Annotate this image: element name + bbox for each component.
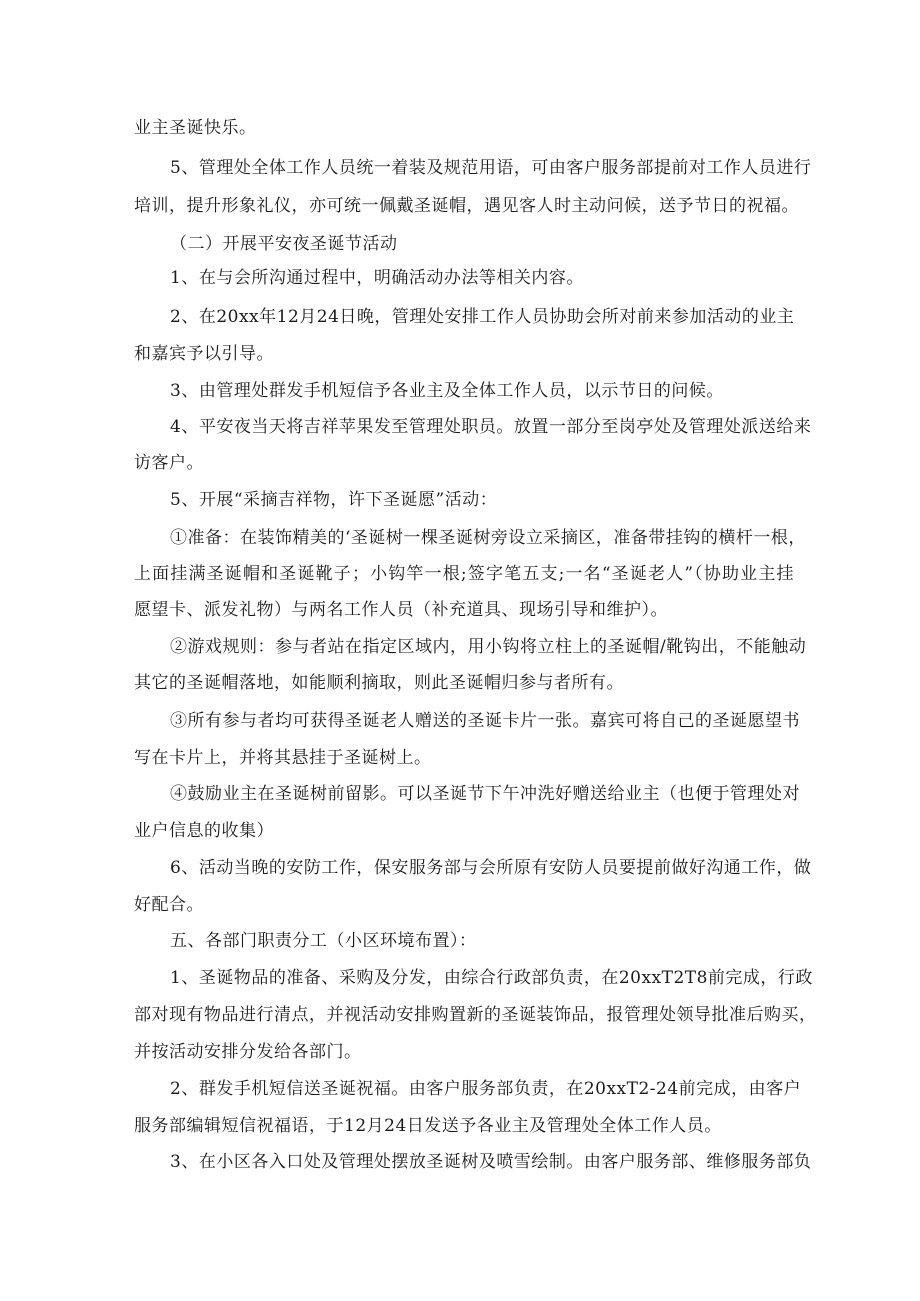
text-line: 5、管理处全体工作人员统一着装及规范用语，可由客户服务部提前对工作人员进行 xyxy=(170,158,812,178)
text-line: 1、圣诞物品的准备、采购及分发，由综合行政部负责，在20xxT2T8前完成，行政 xyxy=(170,968,813,988)
text-line: 5、开展“采摘吉祥物，许下圣诞愿”活动： xyxy=(170,490,498,510)
text-line: 业户信息的收集） xyxy=(134,821,274,841)
text-line: 访客户。 xyxy=(134,453,204,473)
text-line: ②游戏规则：参与者站在指定区域内，用小钩将立柱上的圣诞帽/靴钩出，不能触动 xyxy=(170,637,807,657)
text-line: 好配合。 xyxy=(134,895,204,915)
section-heading: 五、各部门职责分工（小区环境布置）： xyxy=(170,931,477,951)
text-line: 2、群发手机短信送圣诞祝福。由客户服务部负责，在20xxT2-24前完成，由客户 xyxy=(170,1079,802,1099)
text-line: 1、在与会所沟通过程中，明确活动办法等相关内容。 xyxy=(170,268,584,288)
text-line: ①准备：在装饰精美的‘圣诞树一棵圣诞树旁设立采摘区，准备带挂钩的横杆一根， xyxy=(170,528,806,548)
text-line: ④鼓励业主在圣诞树前留影。可以圣诞节下午冲洗好赠送给业主（也便于管理处对 xyxy=(170,784,800,804)
text-line: 并按活动安排分发给各部门。 xyxy=(134,1042,362,1062)
text-line: 培训，提升形象礼仪，亦可统一佩戴圣诞帽，遇见客人时主动问候，送予节日的祝福。 xyxy=(134,196,799,216)
text-line: 写在卡片上，并将其悬挂于圣诞树上。 xyxy=(134,748,432,768)
text-line: 部对现有物品进行清点，并视活动安排购置新的圣诞装饰品，报管理处领导批准后购买， xyxy=(134,1005,817,1025)
text-line: 其它的圣诞帽落地，如能顺利摘取，则此圣诞帽归参与者所有。 xyxy=(134,673,624,693)
text-line: 3、由管理处群发手机短信予各业主及全体工作人员，以示节日的问候。 xyxy=(170,381,724,401)
text-line: 愿望卡、派发礼物）与两名工作人员（补充道具、现场引导和维护）。 xyxy=(134,600,668,620)
text-line: 服务部编辑短信祝福语，于12月24日发送予各业主及管理处全体工作人员。 xyxy=(134,1116,722,1136)
text-line: ③所有参与者均可获得圣诞老人赠送的圣诞卡片一张。嘉宾可将自己的圣诞愿望书 xyxy=(170,711,800,731)
section-heading: （二）开展平安夜圣诞节活动 xyxy=(170,234,398,254)
text-line: 上面挂满圣诞帽和圣诞靴子；小钩竿一根;签字笔五支;一名“圣诞老人”（协助业主挂 xyxy=(134,564,794,584)
text-line: 业主圣诞快乐。 xyxy=(134,118,257,138)
text-line: 和嘉宾予以引导。 xyxy=(134,344,274,364)
text-line: 4、平安夜当天将吉祥苹果发至管理处职员。放置一部分至岗亭处及管理处派送给来 xyxy=(170,417,812,437)
text-line: 2、在20xx年12月24日晚，管理处安排工作人员协助会所对前来参加活动的业主 xyxy=(170,307,795,327)
text-line: 6、活动当晚的安防工作，保安服务部与会所原有安防人员要提前做好沟通工作，做 xyxy=(170,858,812,878)
text-line: 3、在小区各入口处及管理处摆放圣诞树及喷雪绘制。由客户服务部、维修服务部负 xyxy=(170,1152,812,1172)
